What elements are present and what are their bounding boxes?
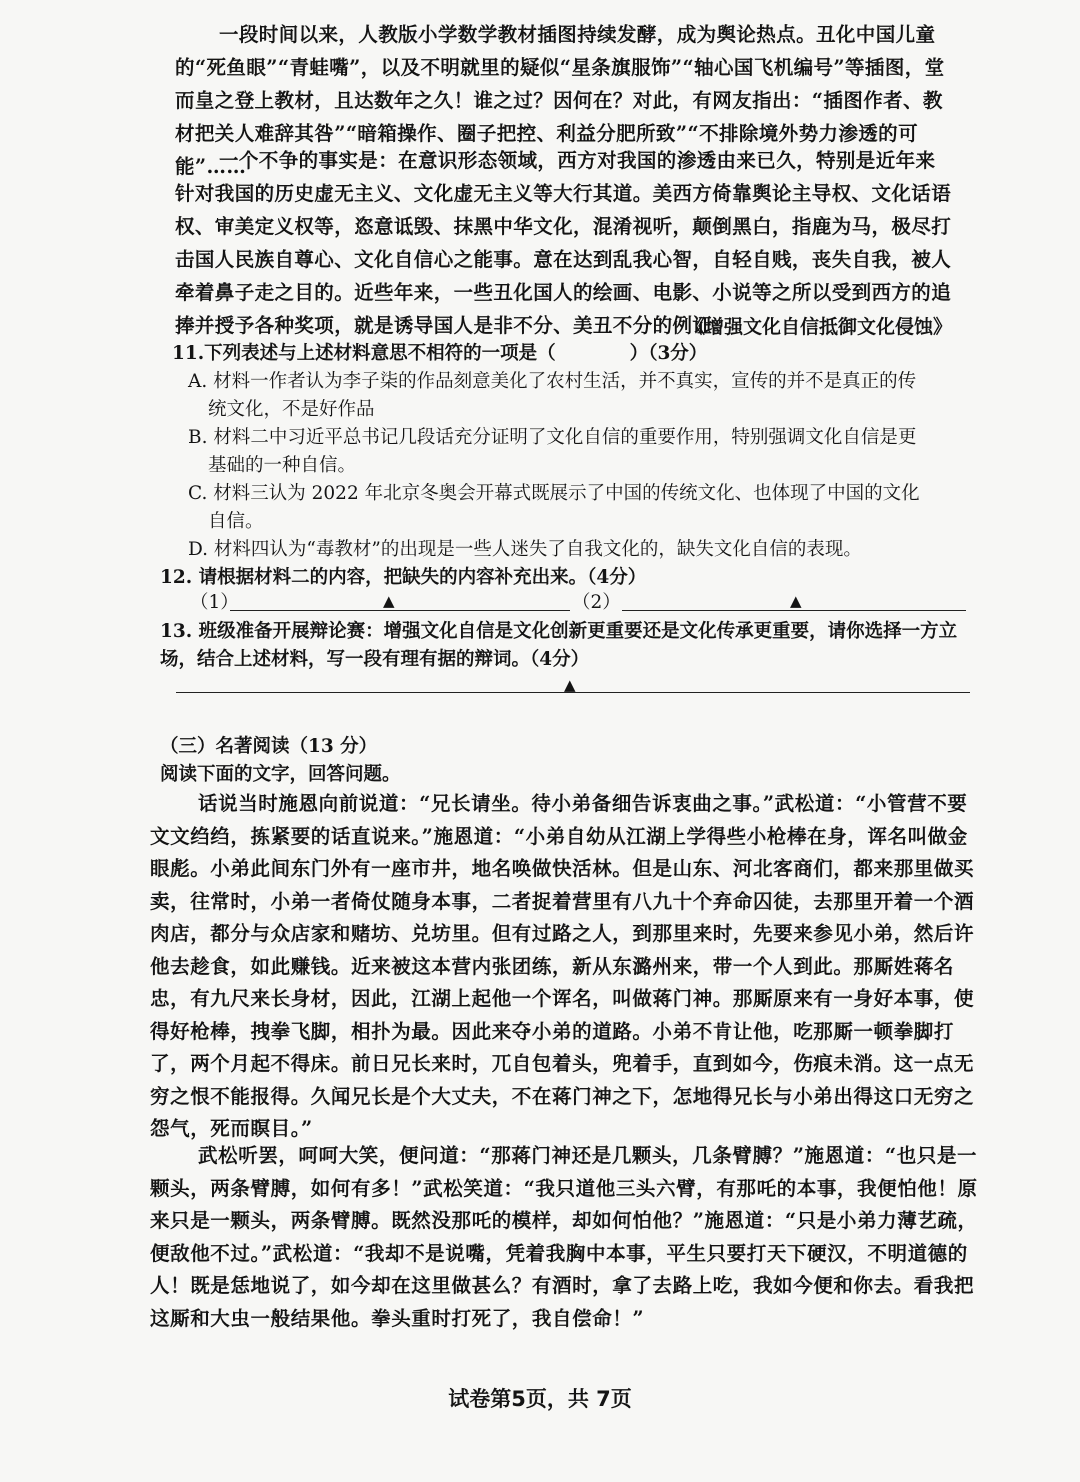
- question-11-option-d: [188, 536, 978, 564]
- answer-marker-3: ▲: [564, 676, 576, 694]
- option-d-line1: D. 材料四认为“毒教材”的出现是一些人迷失了自我文化的，缺失文化自信的表现。: [188, 539, 862, 560]
- story-paragraph-2: 武松听罢，呵呵大笑，便问道：“那蒋门神还是几颗头，几条臂膊？”施恩道：“也只是一颗头，两条臂膊，如何有多！”武松笑道：“我只道他三头六臂，有那吒的本事，我便怕他！原来只是一颗头，两条臂膊。既然没那吒的模样，却如何怕他？”施恩道：“只是小弟力薄艺疏，便敌他不过。”武松道：“我却不是说嘴，凭着我胸中本事，平生只要打天下硬汉，不明道德的人！既是恁地说了，如今却在这里做甚么？有酒时，拿了去路上吃，我如今便和你去。看我把这厮和大虫一般结果他。拳头重时打死了，我自偿命！”: [150, 1144, 978, 1330]
- question-11-option-c: [188, 480, 978, 536]
- option-c-line1: C. 材料三认为 2022 年北京冬奥会开幕式既展示了中国的传统文化、也体现了中国的文化: [188, 483, 920, 504]
- blank-label-2: （2）: [572, 592, 621, 613]
- answer-marker-1: ▲: [383, 592, 395, 610]
- page-footer: 试卷第5页，共 7页: [448, 1387, 632, 1411]
- material-four-paragraph-2: 一个不争的事实是：在意识形态领域，西方对我国的渗透由来已久，特别是近年来针对我国的历史虚无主义、文化虚无主义等大行其道。美西方倚靠舆论主导权、文化话语权、审美定义权等，恣意诋毁、抹黑中华文化，混淆视听，颠倒黑白，指鹿为马，极尽打击国人民族自尊心、文化自信心之能事。意在达到乱我心智，自轻自贱，丧失自我，被人牵着鼻子走之目的。近些年来，一些丑化国人的绘画、电影、小说等之所以受到西方的追捧并授予各种奖项，就是诱导国人是非不分、美丑不分的例证。: [175, 149, 952, 337]
- option-b-line1: B. 材料二中习近平总书记几段话充分证明了文化自信的重要作用，特别强调文化自信是更: [188, 427, 917, 448]
- option-a-line2: 统文化，不是好作品: [208, 399, 375, 420]
- option-b-line2: 基础的一种自信。: [208, 455, 357, 476]
- material-source: 《增强文化自信抵御文化侵蚀》: [685, 316, 952, 338]
- section-heading: （三）名著阅读（13 分）: [160, 736, 378, 757]
- answer-blank-2[interactable]: [622, 610, 966, 611]
- question-13-stem: 13. 班级准备开展辩论赛：增强文化自信是文化创新更重要还是文化传承更重要，请你选择一方立场，结合上述材料，写一段有理有据的辩词。（4分）: [160, 621, 958, 670]
- material-four-paragraph-1: 一段时间以来，人教版小学数学教材插图持续发酵，成为舆论热点。丑化中国儿童的“死鱼眼”“青蛙嘴”，以及不明就里的疑似“星条旗服饰”“轴心国飞机编号”等插图，堂而皇之登上教材，且达数年之久！谁之过？因何在？对此，有网友指出：“插图作者、教材把关人难辞其咎”“暗箱操作、圈子把控、利益分肥所致”“不排除境外势力渗透的可能”……: [175, 23, 945, 178]
- option-c-line2: 自信。: [208, 511, 264, 532]
- question-11-option-b: [188, 424, 978, 480]
- question-11-stem: 11.下列表述与上述材料意思不相符的一项是（ ）（3分）: [172, 343, 708, 364]
- section-instruction: 阅读下面的文字，回答问题。: [160, 764, 401, 785]
- blank-label-1: （1）: [190, 592, 239, 613]
- story-paragraph-1: 话说当时施恩向前说道：“兄长请坐。待小弟备细告诉衷曲之事。”武松道：“小管营不要文文绉绉，拣紧要的话直说来。”施恩道：“小弟自幼从江湖上学得些小枪棒在身，诨名叫做金眼彪。小弟此间东门外有一座市井，地名唤做快活林。但是山东、河北客商们，都来那里做买卖，往常时，小弟一者倚仗随身本事，二者捉着营里有八九十个弃命囚徒，去那里开着一个酒肉店，都分与众店家和赌坊、兑坊里。但有过路之人，到那里来时，先要来参见小弟，然后许他去趁食，如此赚钱。近来被这本营内张团练，新从东潞州来，带一个人到此。那厮姓蒋名忠，有九尺来长身材，因此，江湖上起他一个诨名，叫做蒋门神。那厮原来有一身好本事，使得好枪棒，拽拳飞脚，相扑为最。因此来夺小弟的道路。小弟不肯让他，吃那厮一顿拳脚打了，两个月起不得床。前日兄长来时，兀自包着头，兜着手，直到如今，伤痕未消。这一点无穷之恨不能报得。久闻兄长是个大丈夫，不在蒋门神之下，怎地得兄长与小弟出得这口无穷之怨气，死而瞑目。”: [150, 792, 975, 1140]
- option-a-line1: A. 材料一作者认为李子柒的作品刻意美化了农村生活，并不真实，宣传的并不是真正的传: [188, 371, 917, 392]
- question-11-option-a: [188, 368, 978, 424]
- question-12-stem: 12. 请根据材料二的内容，把缺失的内容补充出来。（4分）: [160, 567, 647, 588]
- answer-blank-1[interactable]: [230, 610, 570, 611]
- answer-marker-2: ▲: [790, 592, 802, 610]
- question-12-answer-row: [190, 588, 980, 616]
